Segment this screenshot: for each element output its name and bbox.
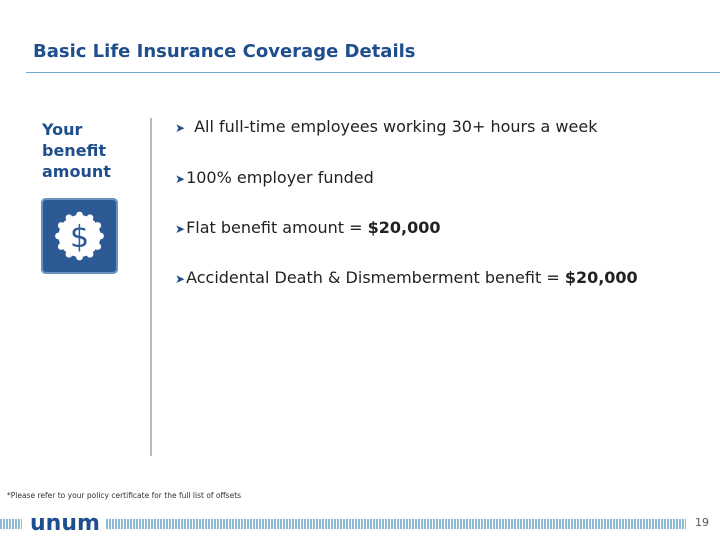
arrow-bullet-icon: ➤ [175,172,186,186]
bullet-text: All full-time employees working 30+ hours a week [194,117,598,136]
unum-logo: unum [30,511,100,536]
bullet-item-4 [175,268,638,287]
bullet-text: Accidental Death & Dismemberment benefit = [186,268,565,287]
bullet-text: Flat benefit amount = [186,218,368,237]
svg-text:$: $ [69,220,90,255]
side-label-line-2: benefit [42,141,107,160]
vertical-divider [150,118,152,456]
footer-band-left [0,519,22,529]
bullet-amount: $20,000 [564,268,638,287]
side-label-line-1: Your [42,120,83,139]
bullet-text: 100% employer funded [186,168,374,187]
arrow-bullet-icon: ➤ [175,272,186,286]
footer-band-right [106,519,686,529]
bullet-item-2 [175,168,374,187]
title-rule [26,72,720,73]
dollar-badge-icon [41,198,118,274]
side-label-line-3: amount [42,162,111,181]
bullet-item-1 [175,117,597,136]
footnote: *Please refer to your policy certificate for the full list of offsets [7,491,242,500]
page-number: 19 [695,516,709,529]
arrow-bullet-icon: ➤ [175,222,186,236]
slide-title: Basic Life Insurance Coverage Details [33,41,416,62]
bullet-item-3 [175,218,440,237]
arrow-bullet-icon: ➤ [175,121,186,135]
side-label [42,119,132,182]
bullet-amount: $20,000 [367,218,441,237]
